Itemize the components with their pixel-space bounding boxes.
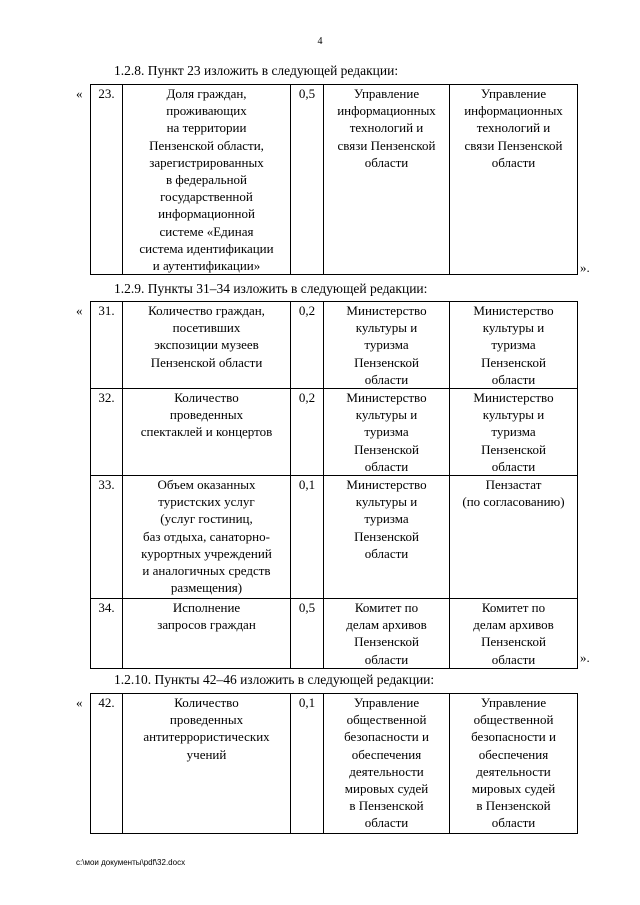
cell-line: проведенных [169,407,244,423]
cell-line: Управление [353,86,420,101]
cell-line: Пензенской [354,354,419,370]
quote-open: « [76,86,83,101]
cell-line: технологий и [349,120,424,136]
cell-line: Пензенской [354,528,419,544]
cell-line: 33. [98,477,115,493]
page-number: 4 [317,36,323,47]
responsible-cell [324,302,450,389]
cell-line: безопасности и [344,729,429,745]
weight-cell [291,302,324,389]
cell-line: система идентификации [139,240,274,256]
cell-line: области [364,154,409,170]
cell-line: мировых судей [471,781,556,797]
cell-line: Пензенской [354,634,419,650]
cell-line: общественной [346,712,427,728]
cell-line: безопасности и [471,729,556,745]
cell-line: Количество [174,390,239,406]
cell-line: культуры и [355,494,418,510]
cell-line: культуры и [482,320,545,336]
table-row [91,85,578,275]
coexecutor-cell [450,85,578,275]
weight-cell [291,599,324,669]
amendment-table-1 [90,84,578,275]
cell-line: туристских услуг [158,494,255,510]
cell-line: области [364,371,409,387]
cell-line: мировых судей [344,781,429,797]
cell-line: 34. [98,600,115,616]
cell-line: (услуг гостиниц, [160,511,253,527]
cell-line: Управление [480,86,547,101]
cell-line: государственной [160,189,253,205]
cell-line: информационной [158,206,255,222]
cell-line: Пензенской области [150,354,263,370]
cell-line: Управление [480,695,547,710]
coexecutor-cell [450,302,578,389]
cell-line: курортных учреждений [141,545,272,561]
cell-line: в Пензенской [349,798,424,814]
quote-open: « [76,695,83,710]
responsible-cell [324,599,450,669]
cell-line: туризма [491,424,536,440]
section-heading-2: 1.2.9. Пункты 31–34 изложить в следующей редакции: [114,281,428,296]
weight-cell [291,389,324,476]
footer-file-path: c:\мои документы\pdf\32.docx [76,858,186,867]
cell-line: связи Пензенской [464,137,563,153]
cell-line: 42. [98,695,115,710]
cell-line: туризма [364,424,409,440]
cell-line: области [491,651,536,667]
cell-line: Министерство [346,390,427,406]
row-number [91,85,123,275]
responsible-cell [324,85,450,275]
cell-line: в федеральной [165,172,247,188]
table-row [91,389,578,476]
cell-line: системе «Единая [159,223,254,239]
cell-line: спектаклей и концертов [140,424,273,440]
weight-cell [291,85,324,275]
cell-line: области [491,458,536,474]
indicator-cell [123,85,291,275]
row-number [91,599,123,669]
cell-line: связи Пензенской [337,137,436,153]
amendment-table-3 [90,693,578,834]
cell-line: 23. [98,86,115,101]
cell-line: Пензенской [354,441,419,457]
cell-line: туризма [364,511,409,527]
cell-line: информационных [337,103,436,119]
cell-line: Министерство [473,303,554,318]
cell-line: культуры и [355,320,418,336]
cell-line: области [491,154,536,170]
cell-line: 31. [98,303,115,318]
quote-close: ». [580,260,590,275]
responsible-cell [324,476,450,599]
cell-line: технологий и [476,120,551,136]
cell-line: учений [186,746,227,762]
cell-line: Пензенской области, [149,137,264,153]
cell-line: Пензенской [481,441,546,457]
cell-line: проживающих [166,103,247,119]
cell-line: Управление [353,695,420,710]
table-row [91,599,578,669]
cell-line: и аутентификации» [152,258,261,274]
cell-line: культуры и [482,407,545,423]
cell-line: 0,2 [298,390,316,406]
cell-line: Количество граждан, [148,303,265,318]
cell-line: культуры и [355,407,418,423]
cell-line: Пензенской [481,354,546,370]
coexecutor-cell [450,694,578,834]
quote-open: « [76,303,83,318]
indicator-cell [123,476,291,599]
row-number [91,476,123,599]
table-row [91,694,578,834]
cell-line: обеспечения [478,746,549,762]
cell-line: Министерство [346,477,427,493]
cell-line: Министерство [346,303,427,318]
indicator-cell [123,302,291,389]
cell-line: области [364,651,409,667]
cell-line: Пензенской [481,634,546,650]
cell-line: Комитет по [481,600,546,616]
cell-line: 0,2 [298,303,316,318]
cell-line: деятельности [349,763,424,779]
cell-line: туризма [491,337,536,353]
row-number [91,302,123,389]
cell-line: проведенных [169,712,244,728]
weight-cell [291,476,324,599]
cell-line: зарегистрированных [149,154,264,170]
section-heading-3: 1.2.10. Пункты 42–46 изложить в следующей редакции: [114,672,435,687]
cell-line: делам архивов [346,617,427,633]
responsible-cell [324,389,450,476]
cell-line: в Пензенской [476,798,551,814]
cell-line: на территории [166,120,247,136]
row-number [91,694,123,834]
coexecutor-cell [450,599,578,669]
cell-line: Министерство [473,390,554,406]
cell-line: области [364,815,409,831]
row-number [91,389,123,476]
cell-line: области [364,458,409,474]
cell-line: области [491,815,536,831]
cell-line: общественной [473,712,554,728]
table-row [91,476,578,599]
cell-line: 0,1 [298,477,316,493]
cell-line: туризма [364,337,409,353]
section-heading-1: 1.2.8. Пункт 23 изложить в следующей редакции: [114,63,399,78]
cell-line: (по согласованию) [462,494,565,510]
cell-line: деятельности [476,763,551,779]
cell-line: обеспечения [351,746,422,762]
cell-line: антитеррористических [143,729,270,745]
cell-line: запросов граждан [157,617,256,633]
weight-cell [291,694,324,834]
cell-line: Доля граждан, [166,86,247,101]
coexecutor-cell [450,389,578,476]
cell-line: Количество [174,695,239,710]
cell-line: Комитет по [354,600,419,616]
indicator-cell [123,599,291,669]
cell-line: Исполнение [172,600,241,616]
cell-line: Объем оказанных [157,477,256,493]
cell-line: информационных [464,103,563,119]
cell-line: посетивших [172,320,241,336]
cell-line: экспозиции музеев [154,337,259,353]
cell-line: размещения) [170,580,243,596]
coexecutor-cell [450,476,578,599]
indicator-cell [123,389,291,476]
cell-line: баз отдыха, санаторно- [143,528,270,544]
amendment-table-2 [90,301,578,669]
cell-line: и аналогичных средств [142,563,271,579]
cell-line: 32. [98,390,115,406]
responsible-cell [324,694,450,834]
indicator-cell [123,694,291,834]
cell-line: 0,1 [298,695,316,710]
cell-line: 0,5 [298,86,316,101]
table-row [91,302,578,389]
cell-line: области [491,371,536,387]
cell-line: делам архивов [473,617,554,633]
cell-line: Пензастат [485,477,542,493]
cell-line: области [364,545,409,561]
cell-line: 0,5 [298,600,316,616]
quote-close: ». [580,650,590,665]
